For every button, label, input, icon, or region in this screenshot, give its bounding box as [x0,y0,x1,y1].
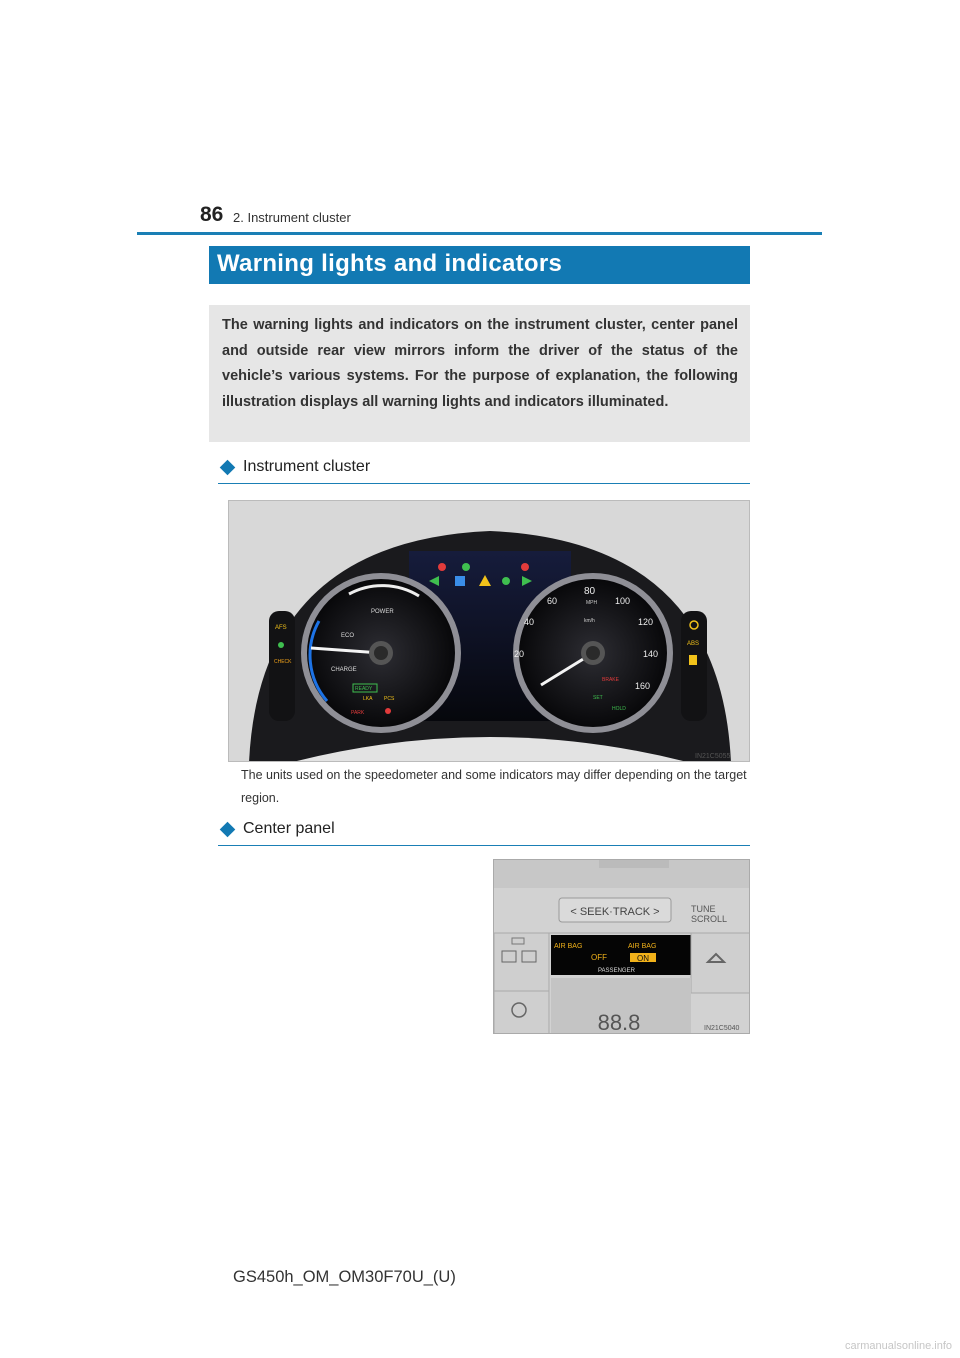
svg-text:40: 40 [524,617,535,627]
instrument-cluster-heading-label: Instrument cluster [243,458,371,475]
svg-text:CHECK: CHECK [274,659,292,665]
svg-text:AIR BAG: AIR BAG [628,943,657,950]
svg-text:PCS: PCS [384,696,395,702]
svg-text:160: 160 [635,681,651,691]
svg-text:ECO: ECO [341,633,355,639]
svg-text:PARK: PARK [351,710,365,716]
svg-text:TUNE: TUNE [691,904,716,914]
svg-text:HOLD: HOLD [612,706,626,712]
svg-text:READY: READY [355,686,373,692]
section-reference: 2. Instrument cluster [233,210,351,225]
diamond-bullet-icon [220,460,236,476]
svg-text:120: 120 [638,617,654,627]
svg-text:POWER: POWER [371,609,394,615]
svg-text:CHARGE: CHARGE [331,667,357,673]
title-bar [209,246,750,284]
svg-text:PASSENGER: PASSENGER [598,968,635,974]
svg-text:MPH: MPH [586,600,598,606]
hybrid-system-gauge [301,573,461,733]
svg-text:< SEEK·TRACK >: < SEEK·TRACK > [570,906,660,918]
instrument-cluster-figure [228,500,750,762]
intro-text: The warning lights and indicators on the instrument cluster, center panel and outside rear view mirrors inform the driver of the status of the vehicle’s various systems. For the purpose of explanation, the following illustration displays all warning lights and indicators illuminated. [222,317,738,410]
svg-text:AFS: AFS [275,625,287,631]
svg-text:ON: ON [637,954,649,963]
svg-text:140: 140 [643,649,659,659]
page-title: Warning lights and indicators [217,250,563,277]
svg-text:IN21C5055: IN21C5055 [695,753,731,760]
center-panel-figure [493,859,750,1034]
svg-text:SCROLL: SCROLL [691,914,728,924]
svg-text:60: 60 [547,596,558,606]
svg-text:100: 100 [615,596,631,606]
center-panel-heading [218,820,750,846]
svg-text:OFF: OFF [591,953,607,962]
svg-text:LKA: LKA [363,696,373,702]
svg-text:BRAKE: BRAKE [602,677,619,683]
svg-text:AIR BAG: AIR BAG [554,943,583,950]
intro-box [209,305,750,442]
figure-caption: The units used on the speedometer and some indicators may differ depending on the target region. [241,768,747,805]
svg-text:SET: SET [593,695,603,701]
speedometer [513,573,673,733]
svg-text:88.8: 88.8 [597,1010,641,1034]
header-rule [137,232,822,235]
svg-text:ABS: ABS [687,641,700,647]
svg-text:IN21C5040: IN21C5040 [704,1025,740,1032]
page-number: 86 [200,203,224,226]
watermark: carmanualsonline.info [844,1340,952,1352]
svg-text:80: 80 [584,586,596,597]
svg-text:20: 20 [514,649,525,659]
footer-document-code: GS450h_OM_OM30F70U_(U) [233,1268,456,1286]
svg-text:km/h: km/h [584,618,595,624]
instrument-cluster-heading [218,458,750,484]
center-panel-heading-label: Center panel [243,820,335,837]
diamond-bullet-icon [220,822,236,838]
